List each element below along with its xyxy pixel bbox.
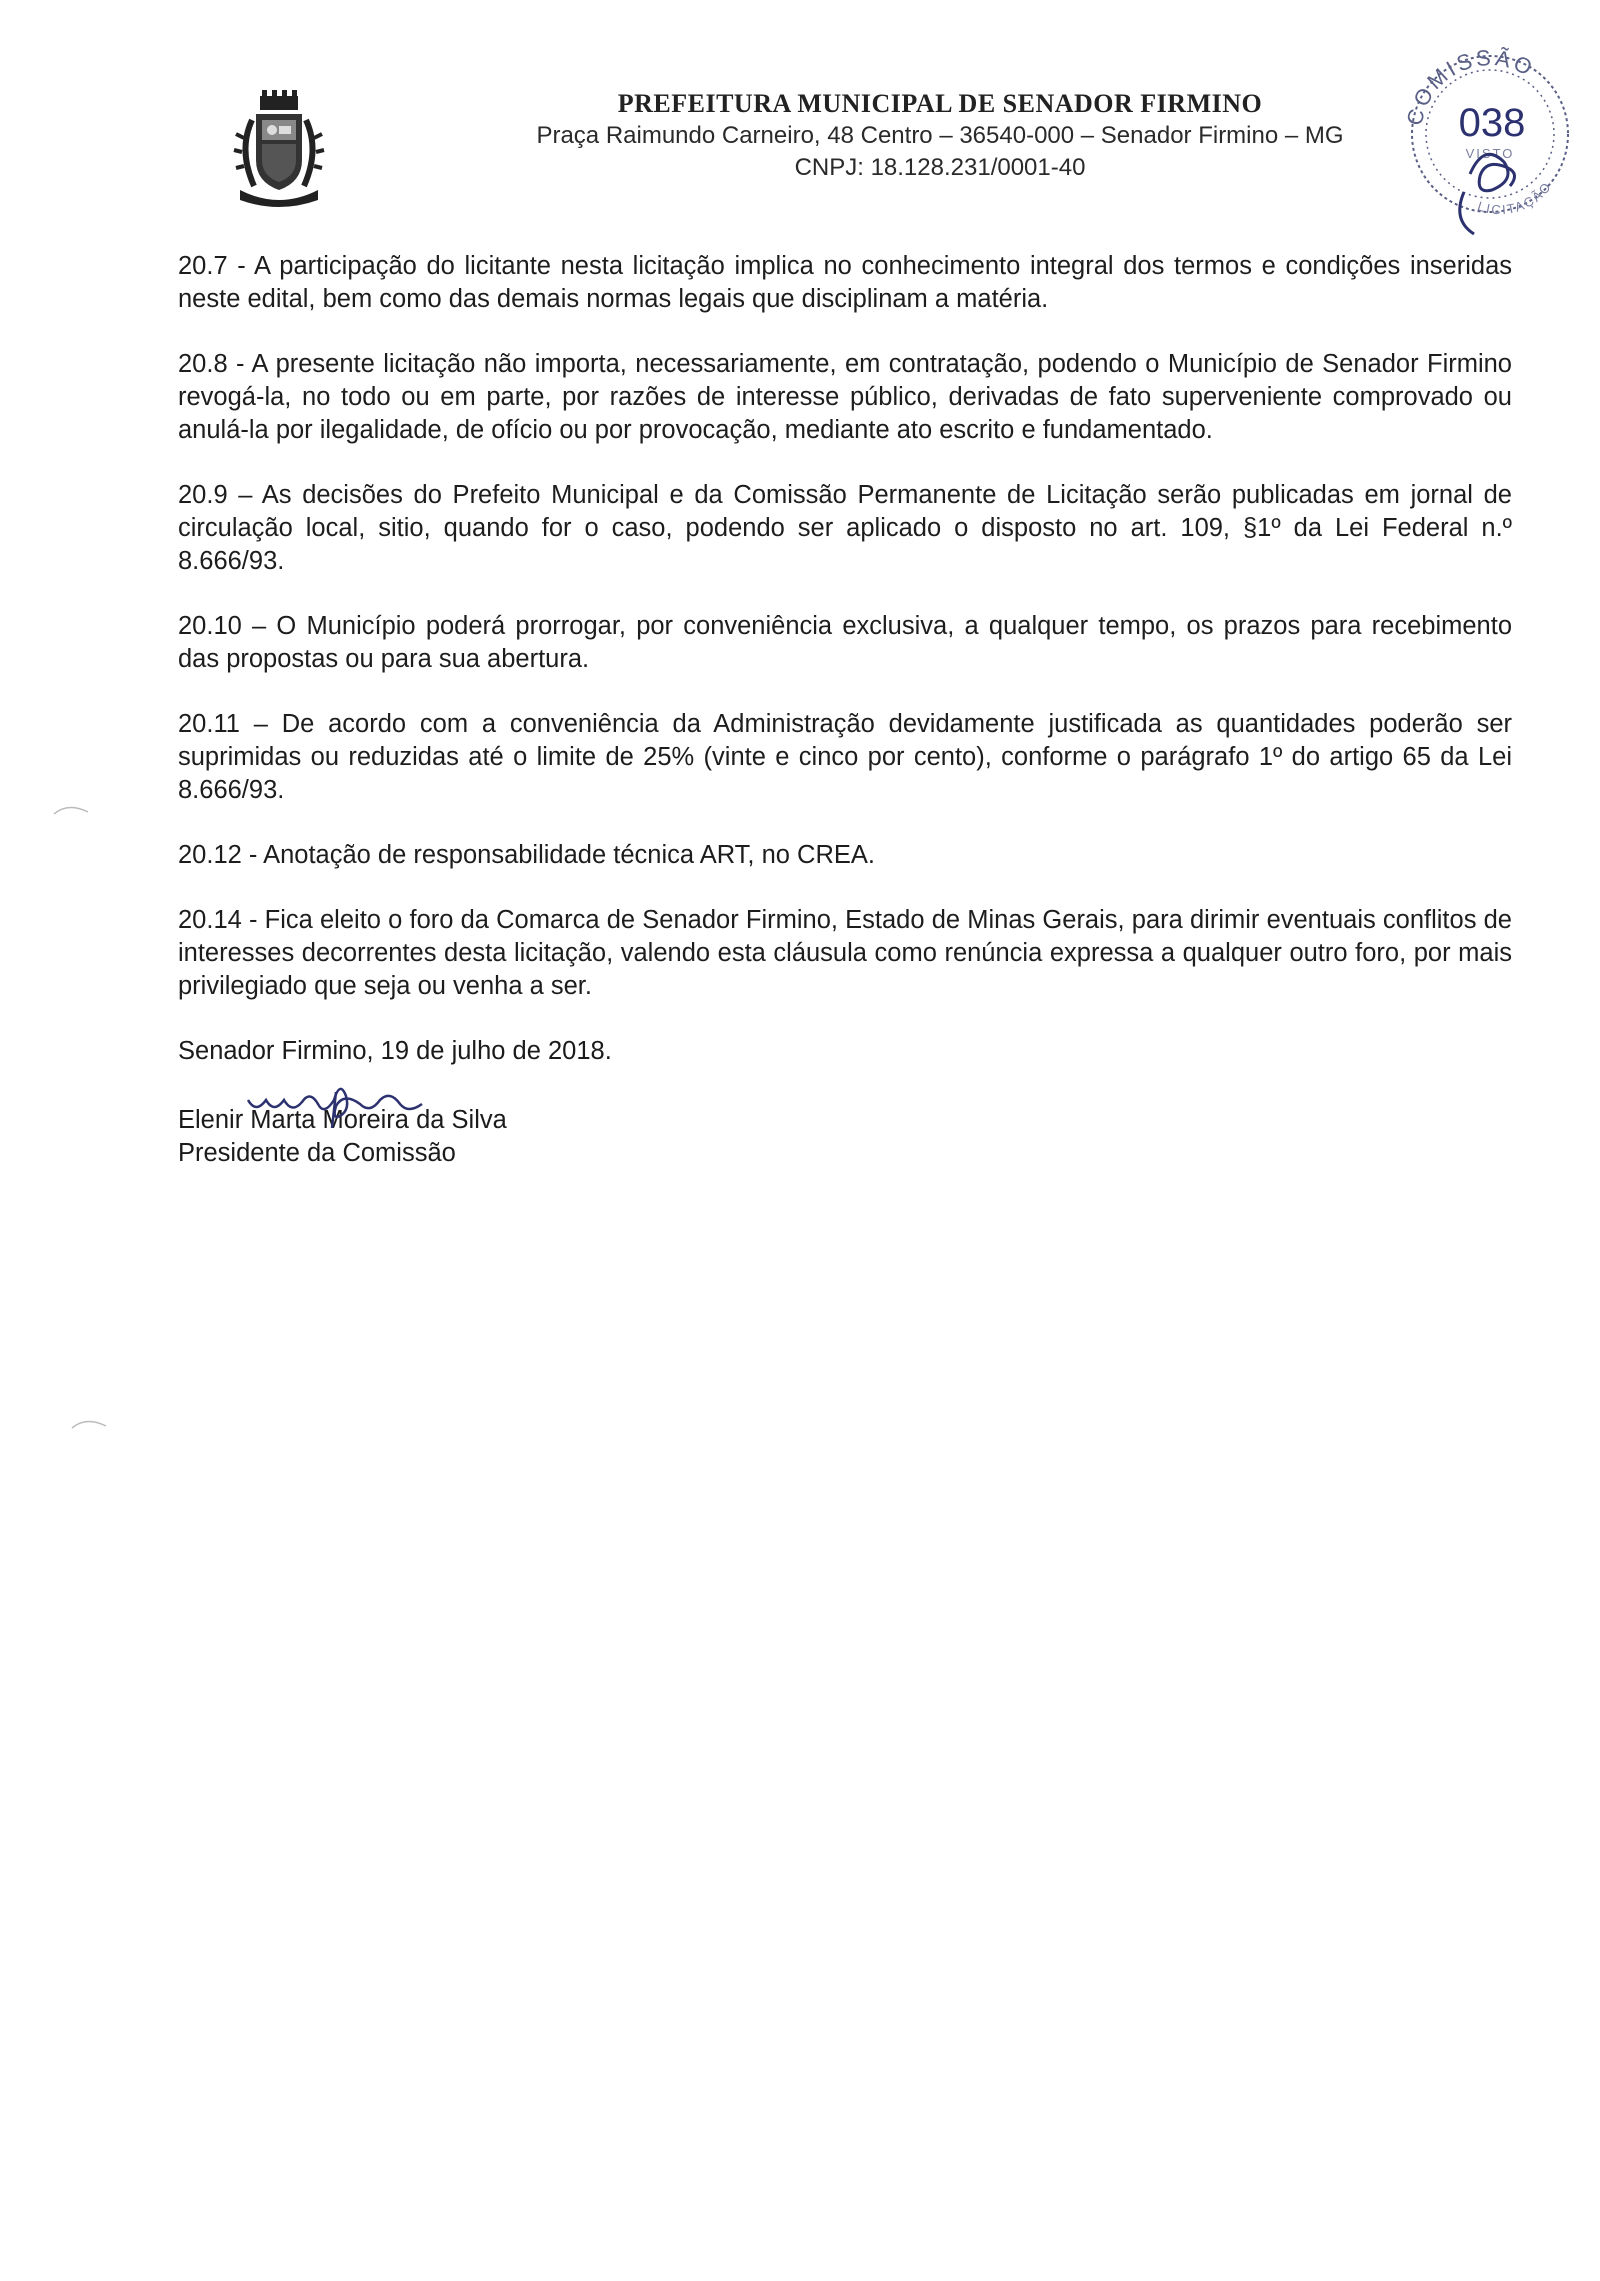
clause-20-14: 20.14 - Fica eleito o foro da Comarca de Senador Firmino, Estado de Minas Gerais, para dirimir eventuais conflitos de interesses decorrentes desta licitação, valendo esta cláusula como renúncia expressa a qualquer outro foro, por mais privilegiado que seja ou venha a ser.: [178, 906, 1512, 1000]
place-and-date: Senador Firmino, 19 de julho de 2018.: [178, 1037, 612, 1065]
scan-mark-icon: [52, 800, 92, 820]
letterhead-cnpj: CNPJ: 18.128.231/0001-40: [794, 154, 1086, 181]
clause-20-10: 20.10 – O Município poderá prorrogar, por conveniência exclusiva, a qualquer tempo, os prazos para recebimento das propostas ou para sua abertura.: [178, 612, 1512, 673]
clause-20-9: 20.9 – As decisões do Prefeito Municipal e da Comissão Permanente de Licitação serão publicadas em jornal de circulação local, sitio, quando for o caso, podendo ser aplicado o disposto no art. 109, §1º da Lei Federal n.º 8.666/93.: [178, 481, 1512, 575]
coat-of-arms-icon: [232, 90, 326, 210]
stamp-middle-text: VISTO: [1465, 146, 1515, 161]
signatory-role: Presidente da Comissão: [178, 1139, 456, 1167]
document-body: [178, 250, 1512, 1170]
letterhead-address: Praça Raimundo Carneiro, 48 Centro – 36540-000 – Senador Firmino – MG: [536, 122, 1344, 149]
scan-mark-icon: [70, 1414, 110, 1434]
stamp-top-text: COMISSÃO: [1401, 44, 1539, 128]
signature-block: [178, 1104, 1512, 1170]
commission-stamp-icon: [1392, 24, 1588, 244]
stamp-page-number: 038: [1458, 101, 1526, 145]
clause-20-7: 20.7 - A participação do licitante nesta licitação implica no conhecimento integral dos termos e condições inseridas neste edital, bem como das demais normas legais que disciplinam a matéria.: [178, 252, 1512, 313]
clause-20-12: 20.12 - Anotação de responsabilidade técnica ART, no CREA.: [178, 841, 875, 869]
handwritten-signature-icon: [244, 1070, 444, 1128]
clause-20-8: 20.8 - A presente licitação não importa, necessariamente, em contratação, podendo o Município de Senador Firmino revogá-la, no todo ou em parte, por razões de interesse público, derivadas de fato superveniente comprovado ou anulá-la por ilegalidade, de ofício ou por provocação, mediante ato escrito e fundamentado.: [178, 350, 1512, 444]
letterhead: [440, 88, 1440, 184]
signatory-name: Elenir Marta Moreira da Silva: [178, 1106, 507, 1134]
stamp-bottom-text: LICITAÇÃO: [1475, 178, 1555, 218]
letterhead-title: PREFEITURA MUNICIPAL DE SENADOR FIRMINO: [617, 89, 1263, 118]
clause-20-11: 20.11 – De acordo com a conveniência da Administração devidamente justificada as quantidades poderão ser suprimidas ou reduzidas até o limite de 25% (vinte e cinco por cento), conforme o parágrafo 1º do artigo 65 da Lei 8.666/93.: [178, 710, 1512, 804]
